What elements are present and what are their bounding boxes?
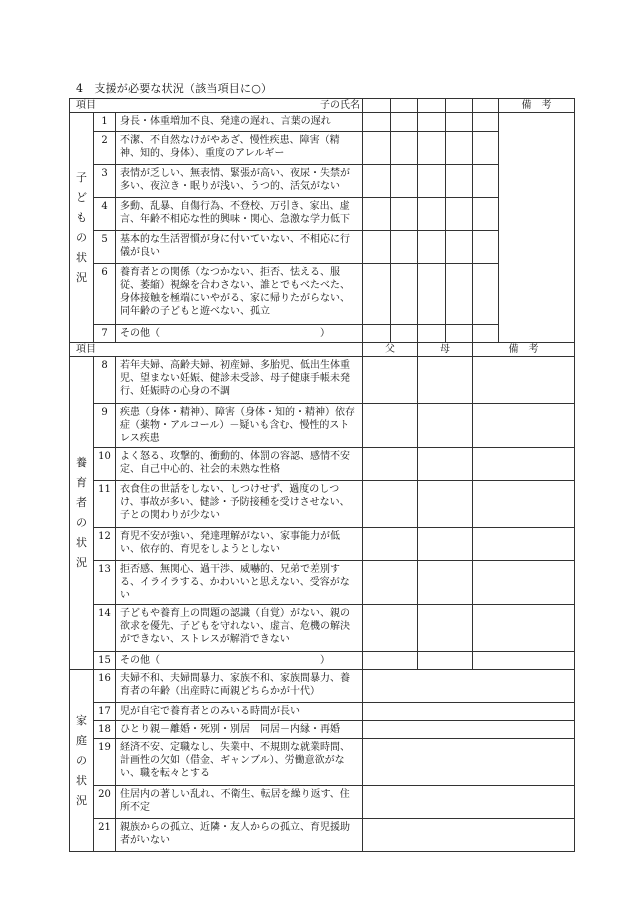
check-cell[interactable] (391, 264, 418, 325)
item-header: 項目 (70, 343, 363, 357)
item-text: ひとり親－離婚・死別・別居 同居－内縁・再婚 (116, 721, 363, 739)
table-row (70, 703, 575, 721)
check-cell[interactable] (363, 264, 391, 325)
check-cell[interactable] (473, 165, 499, 198)
check-cell[interactable] (391, 132, 418, 165)
check-cell[interactable] (363, 165, 391, 198)
item-text: 多動、乱暴、自傷行為、不登校、万引き、家出、虚言、年齢不相応な性的興味・関心、急激な学力低下 (116, 198, 363, 231)
check-cell[interactable] (473, 231, 499, 264)
table-row (70, 819, 575, 852)
item-number: 6 (94, 264, 116, 325)
notes-cell[interactable] (363, 670, 575, 703)
item-number: 12 (94, 528, 116, 561)
check-cell[interactable] (391, 198, 418, 231)
check-cell[interactable] (363, 325, 391, 343)
item-number: 7 (94, 325, 116, 343)
item-number: 14 (94, 605, 116, 652)
category-caregiver: 養 育 者 の 状 況 (70, 357, 94, 670)
item-text: 表情が乏しい、無表情、緊張が高い、夜尿・失禁が多い、夜泣き・眠りが浅い、うつ的、活気がない (116, 165, 363, 198)
item-number: 2 (94, 132, 116, 165)
table-row (70, 652, 575, 670)
check-cell[interactable] (473, 264, 499, 325)
item-text: 親族からの孤立、近隣・友人からの孤立、育児援助者がいない (116, 819, 363, 852)
category-child: 子 ど も の 状 況 (70, 113, 94, 343)
check-cell[interactable] (363, 132, 391, 165)
item-text: よく怒る、攻撃的、衝動的、体罰の容認、感情不安定、自己中心的、社会的未熟な性格 (116, 448, 363, 481)
section1-header-row (70, 99, 575, 113)
item-text: 基本的な生活習慣が身に付いていない、不相応に行儀が良い (116, 231, 363, 264)
check-cell[interactable] (418, 113, 446, 132)
item-text: 養育者との関係（なつかない、拒否、怯える、服従、萎縮）視線を合わさない、誰とでもべたべた、身体接触を極端にいやがる、家に帰りたがらない、同年齢の子どもと遊べない、孤立 (116, 264, 363, 325)
mother-cell[interactable] (418, 652, 473, 670)
table-row (70, 113, 575, 132)
remarks-cell[interactable] (473, 404, 575, 448)
item-text: 児が自宅で養育者とのみいる時間が長い (116, 703, 363, 721)
check-cell[interactable] (446, 132, 473, 165)
remarks-cell[interactable] (473, 448, 575, 481)
name-cell[interactable] (391, 99, 418, 113)
father-cell[interactable] (363, 561, 418, 605)
section-title: 4 支援が必要な状況（該当項目に○） (76, 82, 273, 95)
notes-cell[interactable] (363, 819, 575, 852)
father-cell[interactable] (363, 481, 418, 528)
item-header: 項目 子の氏名 (70, 99, 363, 113)
check-cell[interactable] (446, 113, 473, 132)
remarks-header: 備 考 (499, 99, 575, 113)
check-cell[interactable] (391, 231, 418, 264)
item-number: 19 (94, 739, 116, 786)
check-cell[interactable] (418, 198, 446, 231)
check-cell[interactable] (446, 325, 473, 343)
mother-cell[interactable] (418, 561, 473, 605)
father-cell[interactable] (363, 357, 418, 404)
item-number: 16 (94, 670, 116, 703)
check-cell[interactable] (363, 198, 391, 231)
check-cell[interactable] (391, 325, 418, 343)
table-row (70, 721, 575, 739)
item-text: 拒否感、無関心、過干渉、威嚇的、兄弟で差別する、イライラする、かわいいと思えない、受容がない (116, 561, 363, 605)
table-row (70, 404, 575, 448)
check-cell[interactable] (391, 165, 418, 198)
father-cell[interactable] (363, 652, 418, 670)
check-cell[interactable] (446, 198, 473, 231)
item-text: 子どもや養育上の問題の認識（自覚）がない、親の欲求を優先、子どもを守れない、虚言、危機の解決ができない、ストレスが解消できない (116, 605, 363, 652)
table-row (70, 670, 575, 703)
item-text: 夫婦不和、夫婦間暴力、家族不和、家族間暴力、養育者の年齢（出産時に両親どちらかが十代） (116, 670, 363, 703)
item-number: 4 (94, 198, 116, 231)
table-row (70, 481, 575, 528)
item-text: 疾患（身体・精神）、障害（身体・知的・精神）依存症（薬物・アルコール）－疑いも含む、慢性的ストレス疾患 (116, 404, 363, 448)
name-cell[interactable] (363, 99, 391, 113)
item-number: 1 (94, 113, 116, 132)
mother-cell[interactable] (418, 605, 473, 652)
notes-cell[interactable] (363, 739, 575, 786)
mother-cell[interactable] (418, 448, 473, 481)
table-row (70, 786, 575, 819)
item-number: 8 (94, 357, 116, 404)
name-cell[interactable] (418, 99, 446, 113)
check-cell[interactable] (363, 113, 391, 132)
support-needs-table (69, 98, 575, 852)
item-text: 経済不安、定職なし、失業中、不規則な就業時間、計画性の欠如（借金、ギャンブル）、労働意欲がない、職を転々とする (116, 739, 363, 786)
remarks-cell[interactable] (473, 357, 575, 404)
notes-cell[interactable] (363, 721, 575, 739)
check-cell[interactable] (473, 198, 499, 231)
item-text: 住居内の著しい乱れ、不衛生、転居を繰り返す、住所不定 (116, 786, 363, 819)
table-row (70, 739, 575, 786)
remarks-cell[interactable] (499, 113, 575, 343)
table-row (70, 357, 575, 404)
check-cell[interactable] (418, 165, 446, 198)
remarks-cell[interactable] (473, 561, 575, 605)
father-header: 父 (363, 343, 418, 357)
item-text: 育児不安が強い、発達理解がない、家事能力が低い、依存的、育児をしようとしない (116, 528, 363, 561)
check-cell[interactable] (418, 264, 446, 325)
check-cell[interactable] (418, 325, 446, 343)
check-cell[interactable] (418, 231, 446, 264)
check-cell[interactable] (473, 113, 499, 132)
item-number: 5 (94, 231, 116, 264)
section2-header-row (70, 343, 575, 357)
father-cell[interactable] (363, 404, 418, 448)
item-text: 若年夫婦、高齢夫婦、初産婦、多胎児、低出生体重児、望まない妊娠、健診未受診、母子健康手帳未発行、妊娠時の心身の不調 (116, 357, 363, 404)
item-number: 13 (94, 561, 116, 605)
notes-cell[interactable] (363, 786, 575, 819)
check-cell[interactable] (363, 231, 391, 264)
check-cell[interactable] (446, 264, 473, 325)
remarks-cell[interactable] (473, 605, 575, 652)
mother-cell[interactable] (418, 357, 473, 404)
father-cell[interactable] (363, 605, 418, 652)
table-row (70, 448, 575, 481)
mother-cell[interactable] (418, 528, 473, 561)
name-cell[interactable] (473, 99, 499, 113)
remarks-cell[interactable] (473, 652, 575, 670)
item-text: 衣食住の世話をしない、しつけせず、過度のしつけ、事故が多い、健診・予防接種を受けさせない、子との関わりが少ない (116, 481, 363, 528)
item-number: 21 (94, 819, 116, 852)
table-row (70, 561, 575, 605)
check-cell[interactable] (473, 132, 499, 165)
father-cell[interactable] (363, 528, 418, 561)
item-text: 身長・体重増加不良、発達の遅れ、言葉の遅れ (116, 113, 363, 132)
item-number: 11 (94, 481, 116, 528)
mother-header: 母 (418, 343, 473, 357)
table-row (70, 528, 575, 561)
check-cell[interactable] (391, 113, 418, 132)
check-cell[interactable] (446, 231, 473, 264)
item-text: その他（ ） (116, 325, 363, 343)
item-number: 3 (94, 165, 116, 198)
item-number: 20 (94, 786, 116, 819)
mother-cell[interactable] (418, 481, 473, 528)
check-cell[interactable] (418, 132, 446, 165)
item-number: 18 (94, 721, 116, 739)
item-number: 9 (94, 404, 116, 448)
check-cell[interactable] (473, 325, 499, 343)
notes-cell[interactable] (363, 703, 575, 721)
table-row (70, 605, 575, 652)
remarks-cell[interactable] (473, 528, 575, 561)
item-number: 10 (94, 448, 116, 481)
father-cell[interactable] (363, 448, 418, 481)
remarks-header: 備 考 (473, 343, 575, 357)
item-number: 15 (94, 652, 116, 670)
category-household: 家 庭 の 状 況 (70, 670, 94, 852)
item-text: 不潔、不自然なけがやあざ、慢性疾患、障害（精神、知的、身体）、重度のアレルギー (116, 132, 363, 165)
name-cell[interactable] (446, 99, 473, 113)
remarks-cell[interactable] (473, 481, 575, 528)
item-number: 17 (94, 703, 116, 721)
check-cell[interactable] (446, 165, 473, 198)
item-text: その他（ ） (116, 652, 363, 670)
mother-cell[interactable] (418, 404, 473, 448)
